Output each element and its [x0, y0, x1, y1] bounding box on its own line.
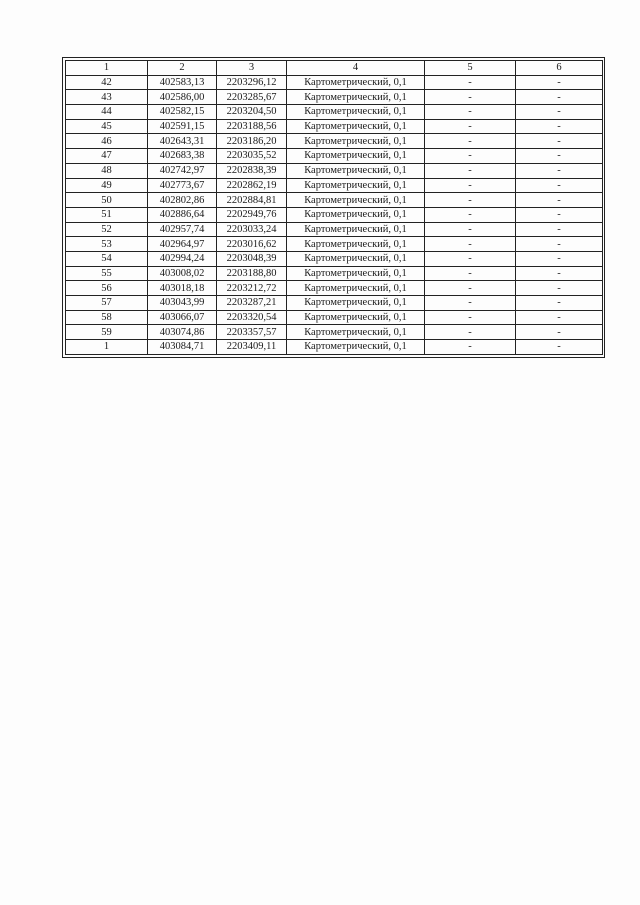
table-cell: 2202838,39: [217, 163, 287, 178]
coordinates-table: [65, 60, 603, 355]
table-cell: 58: [66, 310, 148, 325]
table-cell: -: [425, 296, 516, 311]
table-cell: -: [425, 251, 516, 266]
table-cell: Картометрический, 0,1: [287, 178, 425, 193]
table-row: [66, 222, 603, 237]
column-header: 6: [516, 61, 603, 76]
table-cell: -: [516, 119, 603, 134]
table-cell: -: [516, 222, 603, 237]
table-row: [66, 325, 603, 340]
table-cell: 2203357,57: [217, 325, 287, 340]
table-cell: -: [425, 340, 516, 355]
table-cell: Картометрический, 0,1: [287, 134, 425, 149]
table-cell: -: [425, 119, 516, 134]
table-cell: 402586,00: [148, 90, 217, 105]
table-cell: 2203016,62: [217, 237, 287, 252]
table-cell: 402742,97: [148, 163, 217, 178]
table-row: [66, 178, 603, 193]
table-cell: -: [516, 178, 603, 193]
column-header: 5: [425, 61, 516, 76]
table-row: [66, 207, 603, 222]
table-row: [66, 163, 603, 178]
table-cell: 402802,86: [148, 193, 217, 208]
table-header-row: [66, 61, 603, 76]
table-cell: 59: [66, 325, 148, 340]
table-cell: 49: [66, 178, 148, 193]
table-row: [66, 281, 603, 296]
table-cell: 54: [66, 251, 148, 266]
table-cell: -: [516, 134, 603, 149]
table-cell: 402994,24: [148, 251, 217, 266]
table-cell: 53: [66, 237, 148, 252]
table-cell: Картометрический, 0,1: [287, 340, 425, 355]
table-cell: 46: [66, 134, 148, 149]
table-cell: 403043,99: [148, 296, 217, 311]
table-cell: 43: [66, 90, 148, 105]
table-cell: -: [516, 266, 603, 281]
table-cell: 403066,07: [148, 310, 217, 325]
table-cell: 403084,71: [148, 340, 217, 355]
table-cell: -: [516, 105, 603, 120]
table-cell: -: [425, 281, 516, 296]
table-cell: -: [425, 105, 516, 120]
table-cell: 402773,67: [148, 178, 217, 193]
table-cell: 48: [66, 163, 148, 178]
table-cell: -: [516, 75, 603, 90]
table-row: [66, 296, 603, 311]
table-cell: -: [425, 90, 516, 105]
table-cell: 1: [66, 340, 148, 355]
table-cell: Картометрический, 0,1: [287, 222, 425, 237]
table-cell: -: [425, 222, 516, 237]
table-row: [66, 75, 603, 90]
table-cell: Картометрический, 0,1: [287, 281, 425, 296]
table-cell: 403074,86: [148, 325, 217, 340]
table-cell: Картометрический, 0,1: [287, 207, 425, 222]
table-row: [66, 119, 603, 134]
table-cell: 2202862,19: [217, 178, 287, 193]
table-cell: -: [425, 310, 516, 325]
table-cell: 52: [66, 222, 148, 237]
table-row: [66, 90, 603, 105]
table-cell: Картометрический, 0,1: [287, 119, 425, 134]
table-cell: 2203287,21: [217, 296, 287, 311]
table-cell: Картометрический, 0,1: [287, 266, 425, 281]
table-cell: 2203204,50: [217, 105, 287, 120]
table-cell: 402583,13: [148, 75, 217, 90]
table-row: [66, 237, 603, 252]
table-cell: -: [516, 237, 603, 252]
table-cell: -: [516, 310, 603, 325]
table-cell: Картометрический, 0,1: [287, 193, 425, 208]
table-cell: -: [425, 163, 516, 178]
table-cell: 55: [66, 266, 148, 281]
table-cell: -: [425, 134, 516, 149]
table-cell: -: [425, 207, 516, 222]
table-cell: 2203285,67: [217, 90, 287, 105]
table-cell: 402964,97: [148, 237, 217, 252]
table-cell: 45: [66, 119, 148, 134]
table-cell: Картометрический, 0,1: [287, 237, 425, 252]
table-cell: 2203409,11: [217, 340, 287, 355]
table-cell: 47: [66, 149, 148, 164]
table-cell: 2203035,52: [217, 149, 287, 164]
table-cell: 402643,31: [148, 134, 217, 149]
table-cell: -: [516, 163, 603, 178]
table-cell: -: [516, 281, 603, 296]
column-header: 1: [66, 61, 148, 76]
table-cell: 402683,38: [148, 149, 217, 164]
table-row: [66, 149, 603, 164]
table-cell: 44: [66, 105, 148, 120]
table-cell: 2203188,80: [217, 266, 287, 281]
table-cell: 2202949,76: [217, 207, 287, 222]
table-body: [66, 75, 603, 354]
table-cell: 2203048,39: [217, 251, 287, 266]
table-cell: -: [425, 193, 516, 208]
table-cell: 57: [66, 296, 148, 311]
table-cell: -: [425, 237, 516, 252]
table-cell: 2203186,20: [217, 134, 287, 149]
table-cell: 2203320,54: [217, 310, 287, 325]
table-cell: Картометрический, 0,1: [287, 251, 425, 266]
table-row: [66, 266, 603, 281]
table-cell: -: [425, 178, 516, 193]
table-cell: 403008,02: [148, 266, 217, 281]
table-cell: 403018,18: [148, 281, 217, 296]
table-cell: Картометрический, 0,1: [287, 105, 425, 120]
table-cell: 51: [66, 207, 148, 222]
table-cell: 50: [66, 193, 148, 208]
table-cell: -: [516, 207, 603, 222]
table-cell: -: [516, 296, 603, 311]
table-cell: -: [425, 266, 516, 281]
table-cell: 42: [66, 75, 148, 90]
table-cell: 2203296,12: [217, 75, 287, 90]
table-cell: 402886,64: [148, 207, 217, 222]
table-cell: 402582,15: [148, 105, 217, 120]
table-cell: Картометрический, 0,1: [287, 75, 425, 90]
table-row: [66, 193, 603, 208]
table-cell: -: [516, 325, 603, 340]
table-cell: 2203188,56: [217, 119, 287, 134]
table-cell: -: [425, 149, 516, 164]
table-cell: Картометрический, 0,1: [287, 149, 425, 164]
table-cell: 402591,15: [148, 119, 217, 134]
table-cell: Картометрический, 0,1: [287, 325, 425, 340]
table-cell: 2203033,24: [217, 222, 287, 237]
table-cell: -: [516, 251, 603, 266]
table-row: [66, 310, 603, 325]
table-row: [66, 134, 603, 149]
table-cell: Картометрический, 0,1: [287, 296, 425, 311]
column-header: 4: [287, 61, 425, 76]
table-cell: 402957,74: [148, 222, 217, 237]
table-cell: -: [516, 340, 603, 355]
table-cell: -: [516, 90, 603, 105]
table-cell: 2203212,72: [217, 281, 287, 296]
table-row: [66, 340, 603, 355]
column-header: 3: [217, 61, 287, 76]
table-row: [66, 251, 603, 266]
table-row: [66, 105, 603, 120]
table-cell: 2202884,81: [217, 193, 287, 208]
table-cell: Картометрический, 0,1: [287, 163, 425, 178]
table-cell: Картометрический, 0,1: [287, 90, 425, 105]
table-cell: -: [516, 149, 603, 164]
coordinates-table-frame: [62, 57, 605, 358]
table-cell: Картометрический, 0,1: [287, 310, 425, 325]
table-cell: -: [516, 193, 603, 208]
table-cell: -: [425, 75, 516, 90]
table-cell: 56: [66, 281, 148, 296]
table-cell: -: [425, 325, 516, 340]
column-header: 2: [148, 61, 217, 76]
